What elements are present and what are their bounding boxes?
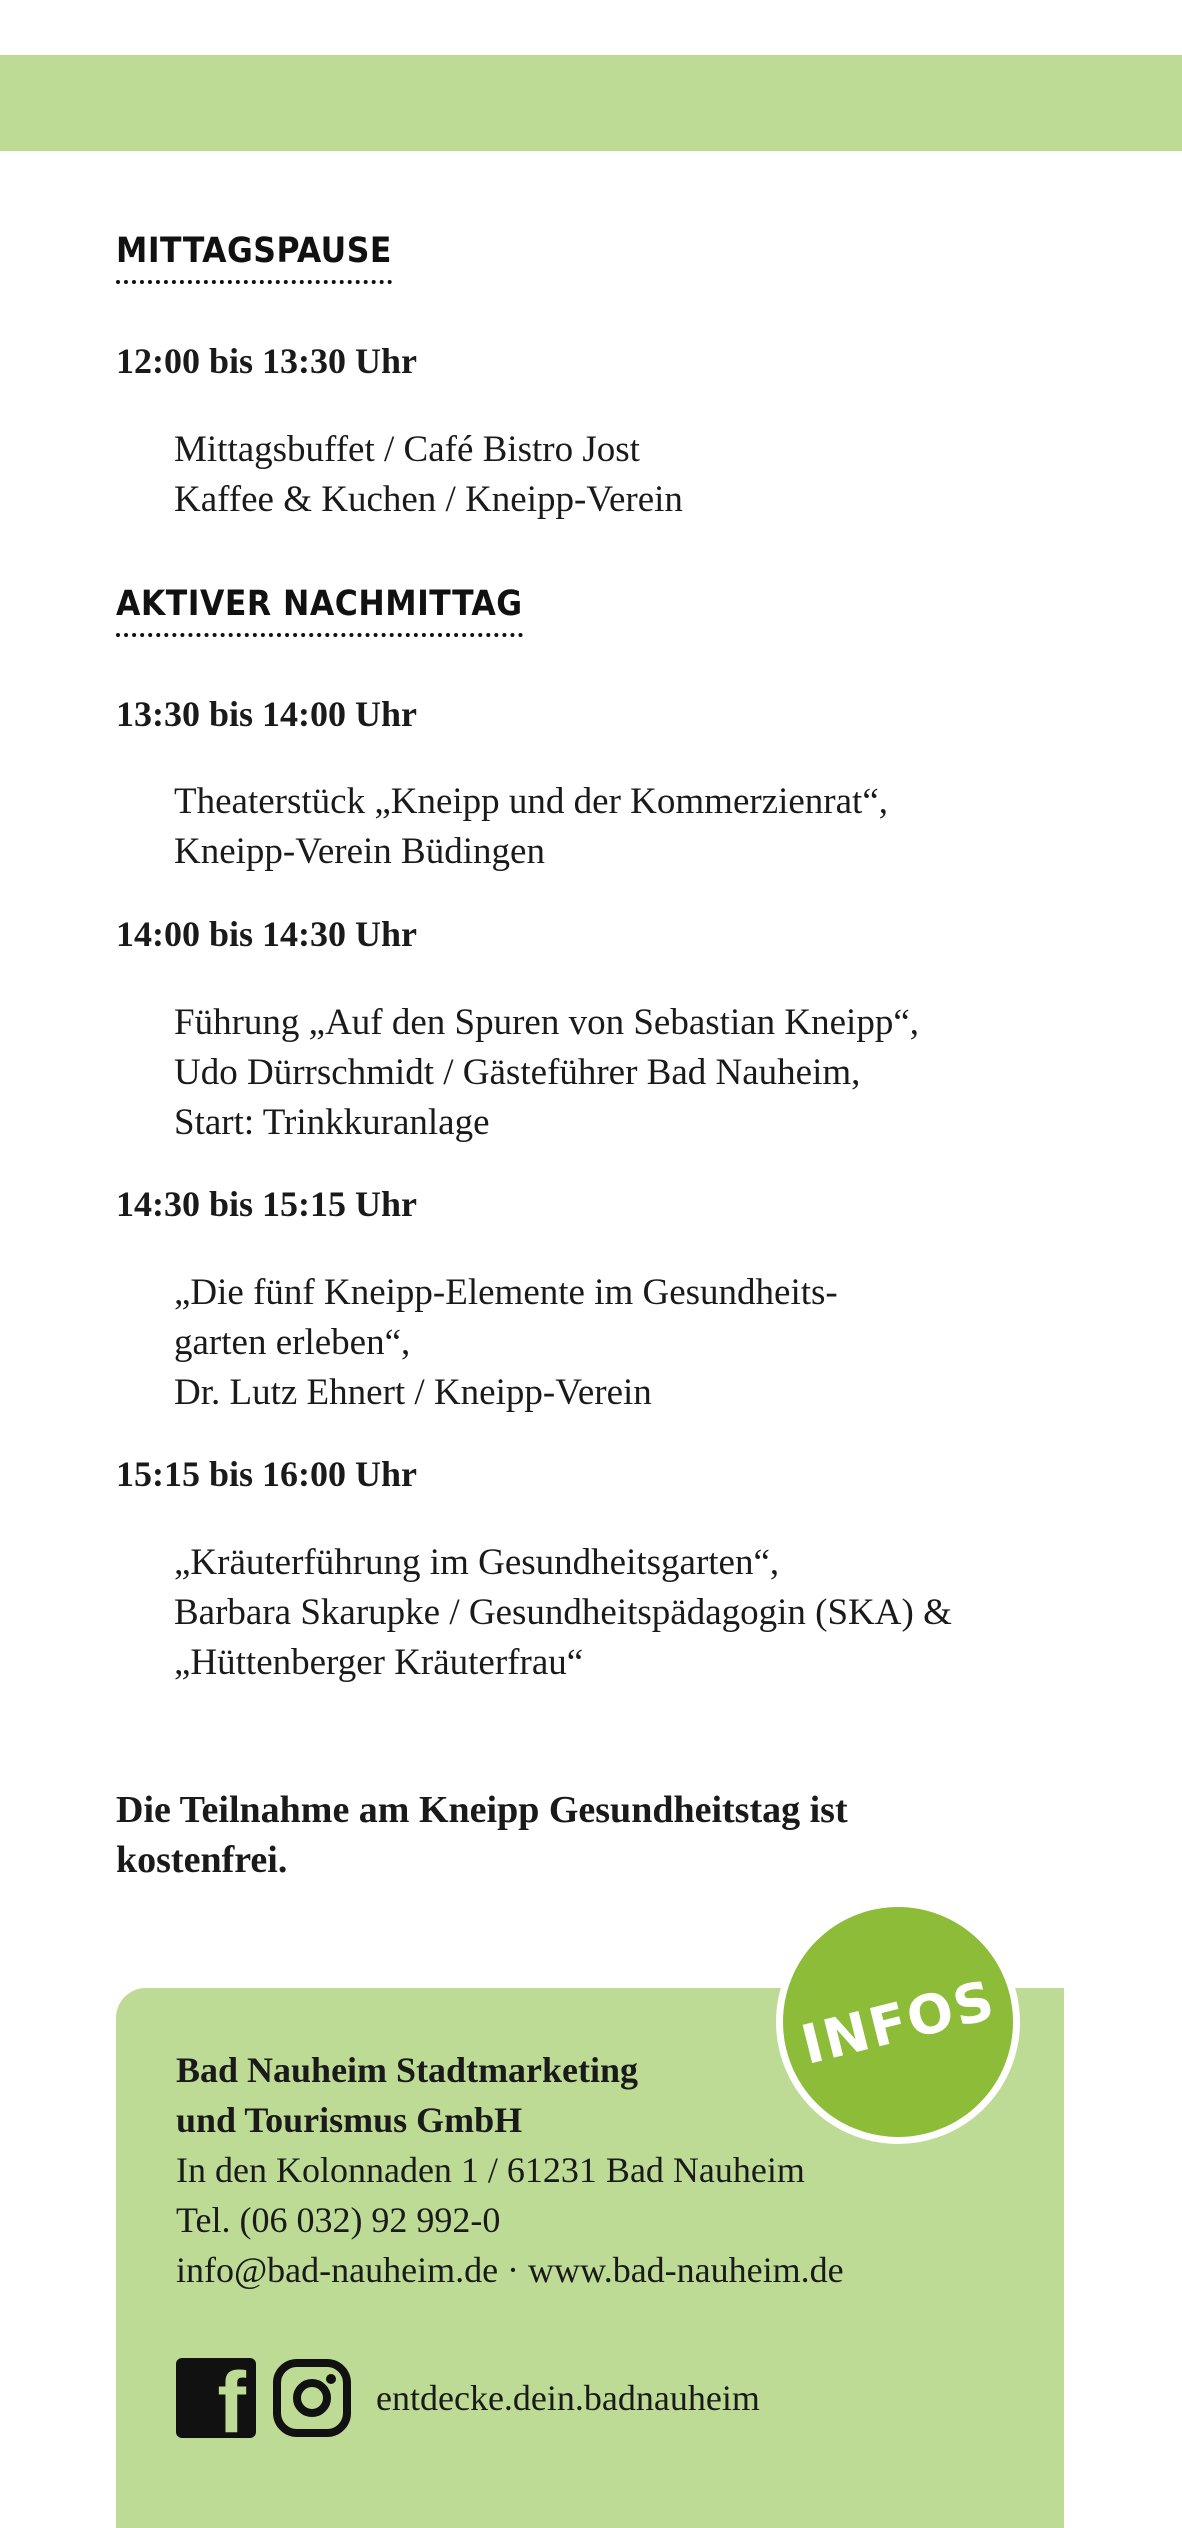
description-line: Mittagsbuffet / Café Bistro Jost <box>174 429 640 470</box>
time-slot: 14:30 bis 15:15 Uhr <box>116 1184 418 1224</box>
phone-number[interactable]: Tel. (06 032) 92 992-0 <box>176 2200 501 2240</box>
event-description <box>174 777 1154 877</box>
description-line: „Kräuterführung im Gesundheitsgarten“, <box>174 1542 780 1583</box>
description-line: Start: Trinkkuranlage <box>174 1102 490 1143</box>
header-band <box>0 55 1182 151</box>
contact-address <box>176 2045 844 2295</box>
time-slot: 15:15 bis 16:00 Uhr <box>116 1454 418 1494</box>
email-web-link[interactable]: info@bad-nauheim.de · www.bad-nauheim.de <box>176 2250 844 2290</box>
event-description <box>174 425 1154 525</box>
participation-notice <box>116 1785 848 1885</box>
description-line: Kaffee & Kuchen / Kneipp-Verein <box>174 479 683 520</box>
description-line: „Die fünf Kneipp-Elemente im Gesundheits- <box>174 1272 838 1313</box>
notice-line: Die Teilnahme am Kneipp Gesundheitstag ist <box>116 1789 848 1831</box>
social-row <box>176 2358 760 2438</box>
time-slot: 14:00 bis 14:30 Uhr <box>116 914 418 954</box>
section-heading-lunch: MITTAGSPAUSE <box>116 230 392 284</box>
description-line: Führung „Auf den Spuren von Sebastian Kneipp“, <box>174 1002 920 1043</box>
facebook-glyph: f <box>217 2358 246 2438</box>
description-line: „Hüttenberger Kräuterfrau“ <box>174 1642 584 1683</box>
description-line: Dr. Lutz Ehnert / Kneipp-Verein <box>174 1372 652 1413</box>
notice-line: kostenfrei. <box>116 1839 288 1881</box>
description-line: Kneipp-Verein Büdingen <box>174 831 545 872</box>
event-description <box>174 1268 1154 1418</box>
instagram-icon[interactable] <box>272 2358 352 2438</box>
description-line: Udo Dürrschmidt / Gästeführer Bad Nauheim, <box>174 1052 861 1093</box>
street-address: In den Kolonnaden 1 / 61231 Bad Nauheim <box>176 2150 805 2190</box>
event-description <box>174 1538 1154 1688</box>
time-slot: 13:30 bis 14:00 Uhr <box>116 694 418 734</box>
facebook-icon[interactable] <box>176 2358 256 2438</box>
badge-label: INFOS <box>794 1967 1002 2077</box>
section-heading-afternoon: AKTIVER NACHMITTAG <box>116 583 523 637</box>
social-handle[interactable]: entdecke.dein.badnauheim <box>376 2378 760 2418</box>
org-name-line: und Tourismus GmbH <box>176 2100 523 2140</box>
description-line: Theaterstück „Kneipp und der Kommerzienrat“, <box>174 781 889 822</box>
org-name-line: Bad Nauheim Stadtmarketing <box>176 2050 639 2090</box>
time-slot: 12:00 bis 13:30 Uhr <box>116 341 418 381</box>
description-line: Barbara Skarupke / Gesundheitspädagogin (SKA) & <box>174 1592 952 1633</box>
event-description <box>174 998 1154 1148</box>
description-line: garten erleben“, <box>174 1322 411 1363</box>
